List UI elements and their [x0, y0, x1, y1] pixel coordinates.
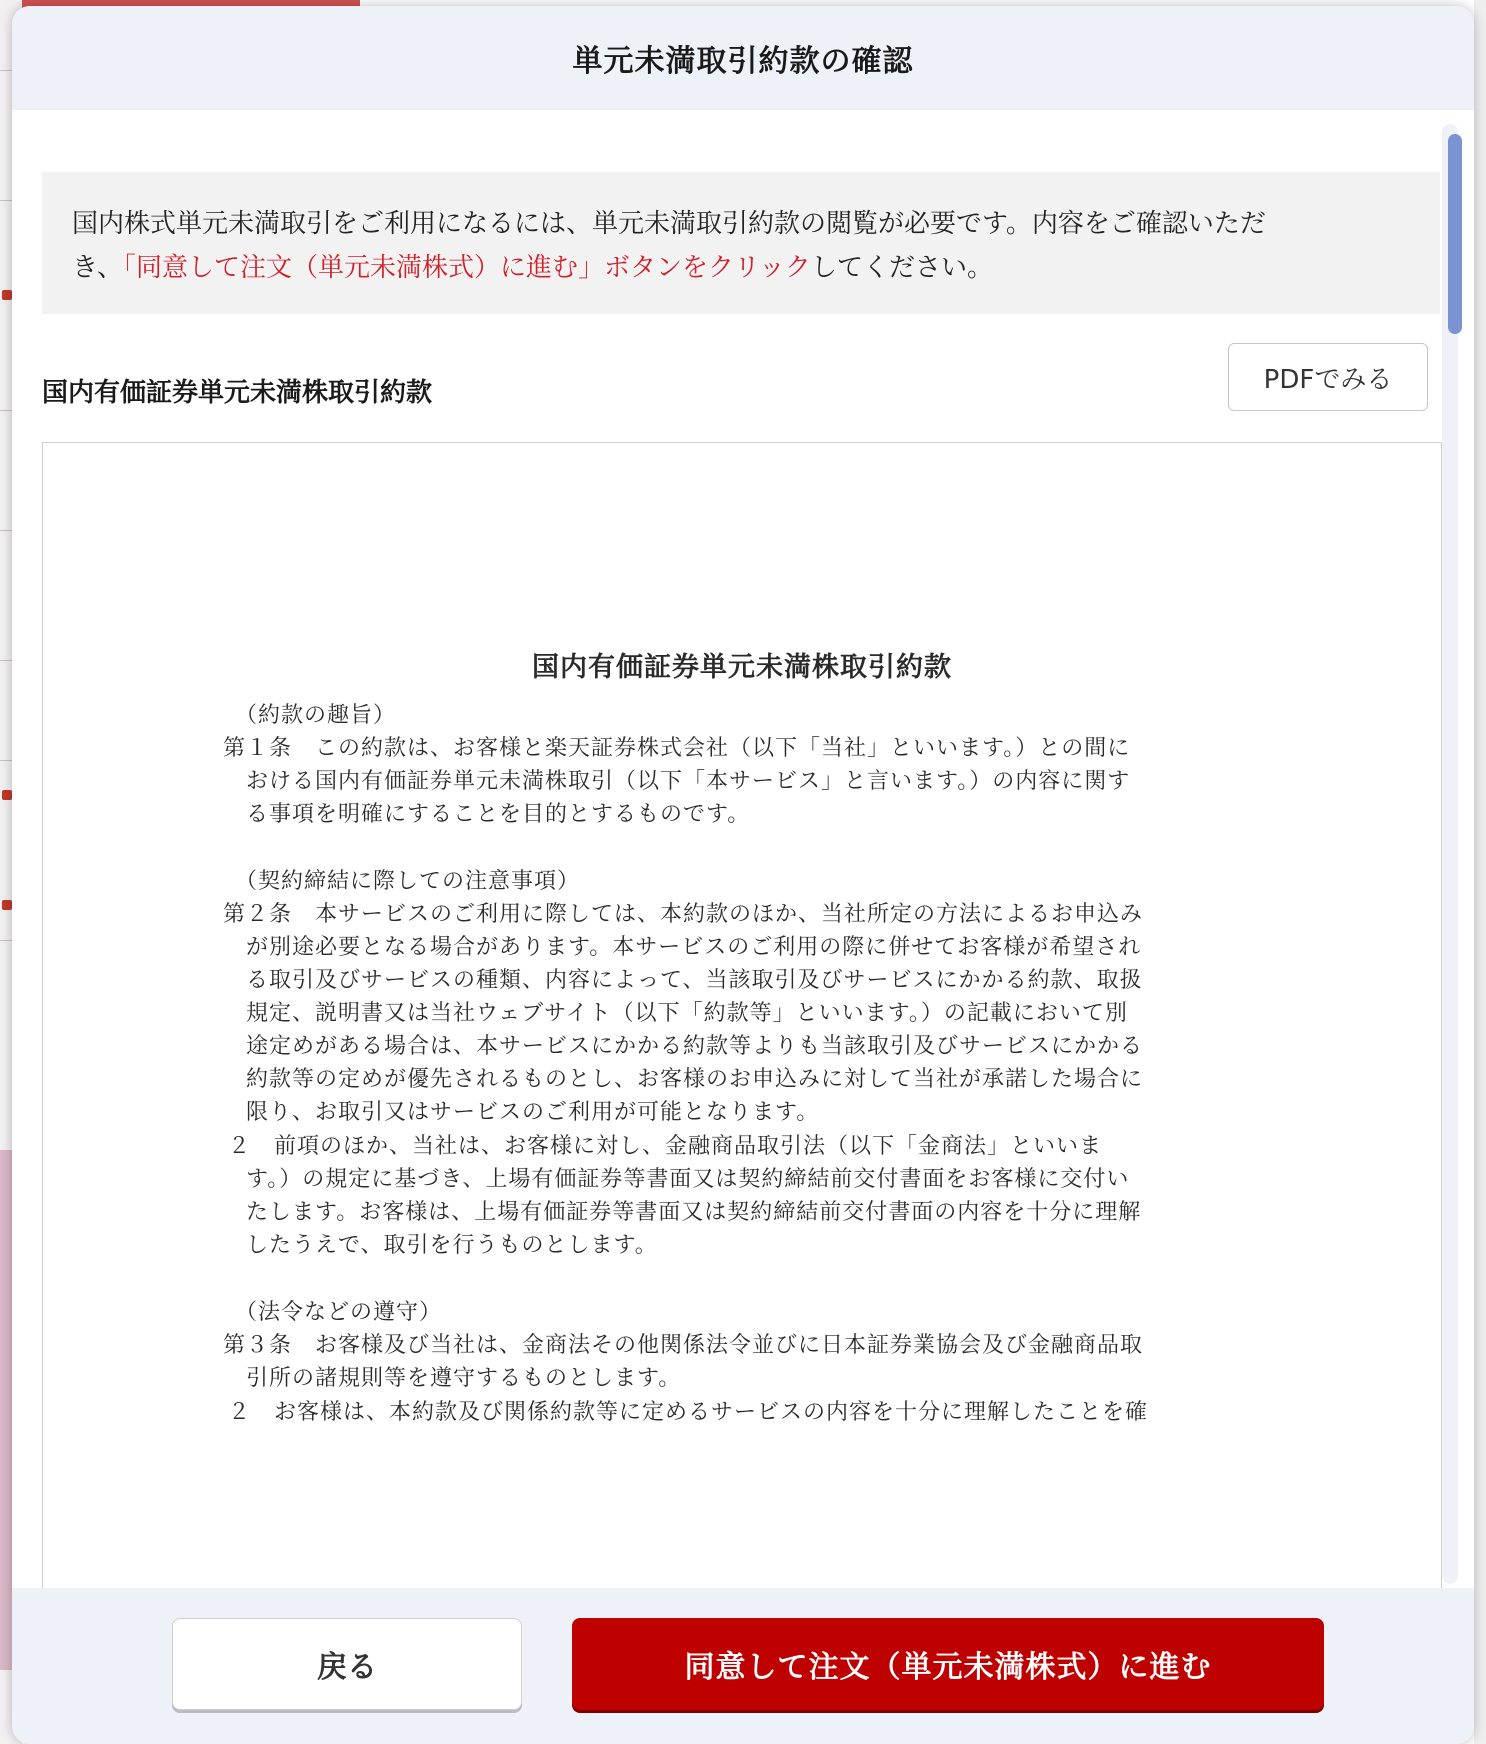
document-line: 限り、お取引又はサービスのご利用が可能となります。 [246, 1100, 820, 1125]
document-title: 国内有価証券単元未満株取引約款 [532, 652, 952, 683]
document-line: 途定めがある場合は、本サービスにかかる約款等よりも当該取引及びサービスにかかる [246, 1034, 1144, 1059]
modal-body[interactable] [12, 110, 1474, 1588]
notice-line-2 [72, 246, 1410, 290]
modal-scrollbar-thumb[interactable] [1448, 134, 1462, 334]
document-line: ２ お客様は、本約款及び関係約款等に定めるサービスの内容を十分に理解したことを確 [228, 1400, 1149, 1425]
notice-box [42, 172, 1440, 314]
document-line: （法令などの遵守） [235, 1300, 443, 1325]
background-right-edge [1474, 0, 1486, 1744]
document-line: ２ 前項のほか、当社は、お客様に対し、金融商品取引法（以下「金商法」といいま [228, 1134, 1103, 1159]
view-pdf-button[interactable]: PDFでみる [1228, 343, 1428, 411]
terms-confirmation-modal [12, 6, 1474, 1744]
document-line: る事項を明確にすることを目的とするものです。 [246, 802, 751, 827]
modal-footer [12, 1588, 1474, 1744]
notice-line-2-suffix: してください。 [810, 253, 993, 283]
agree-and-order-button[interactable]: 同意して注文（単元未満株式）に進む [572, 1618, 1324, 1710]
terms-document-viewer[interactable] [42, 442, 1442, 1588]
back-button[interactable]: 戻る [172, 1618, 522, 1710]
document-line: 約款等の定めが優先されるものとし、お客様のお申込みに対して当社が承諾した場合に [246, 1067, 1144, 1092]
terms-section-title: 国内有価証券単元未満株取引約款 [42, 378, 433, 408]
document-line: 第２条 本サービスのご利用に際しては、本約款のほか、当社所定の方法によるお申込み [223, 902, 1144, 927]
document-line: たします。お客様は、上場有価証券等書面又は契約締結前交付書面の内容を十分に理解 [246, 1200, 1142, 1225]
document-line: したうえで、取引を行うものとします。 [246, 1233, 658, 1258]
document-line: （契約締結に際しての注意事項） [235, 869, 581, 894]
document-line: る取引及びサービスの種類、内容によって、当該取引及びサービスにかかる約款、取扱 [246, 968, 1143, 993]
notice-highlight: 「同意して注文（単元未満株式）に進む」ボタンをクリック [122, 253, 811, 283]
document-line: す。）の規定に基づき、上場有価証券等書面又は契約締結前交付書面をお客様に交付い [246, 1167, 1130, 1192]
modal-header [12, 6, 1474, 110]
document-line: が別途必要となる場合があります。本サービスのご利用の際に併せてお客様が希望され [246, 935, 1142, 960]
notice-line-2-prefix: き、 [72, 253, 123, 283]
document-line: 第３条 お客様及び当社は、金商法その他関係法令並びに日本証券業協会及び金融商品取 [223, 1333, 1144, 1358]
notice-line-1: 国内株式単元未満取引をご利用になるには、単元未満取引約款の閲覧が必要です。内容をご確認いただ [72, 209, 1266, 239]
document-line: 第１条 この約款は、お客様と楽天証券株式会社（以下「当社」といいます。）との間に [223, 736, 1131, 761]
document-line: 引所の諸規則等を遵守するものとします。 [246, 1366, 682, 1391]
document-line: 規定、説明書又は当社ウェブサイト（以下「約款等」といいます。）の記載において別 [246, 1001, 1128, 1026]
document-line: おける国内有価証券単元未満株取引（以下「本サービス」と言います。）の内容に関す [246, 769, 1131, 794]
modal-title: 単元未満取引約款の確認 [572, 44, 914, 79]
modal-scrollbar-track[interactable] [1442, 124, 1458, 1584]
document-line: （約款の趣旨） [235, 703, 397, 728]
